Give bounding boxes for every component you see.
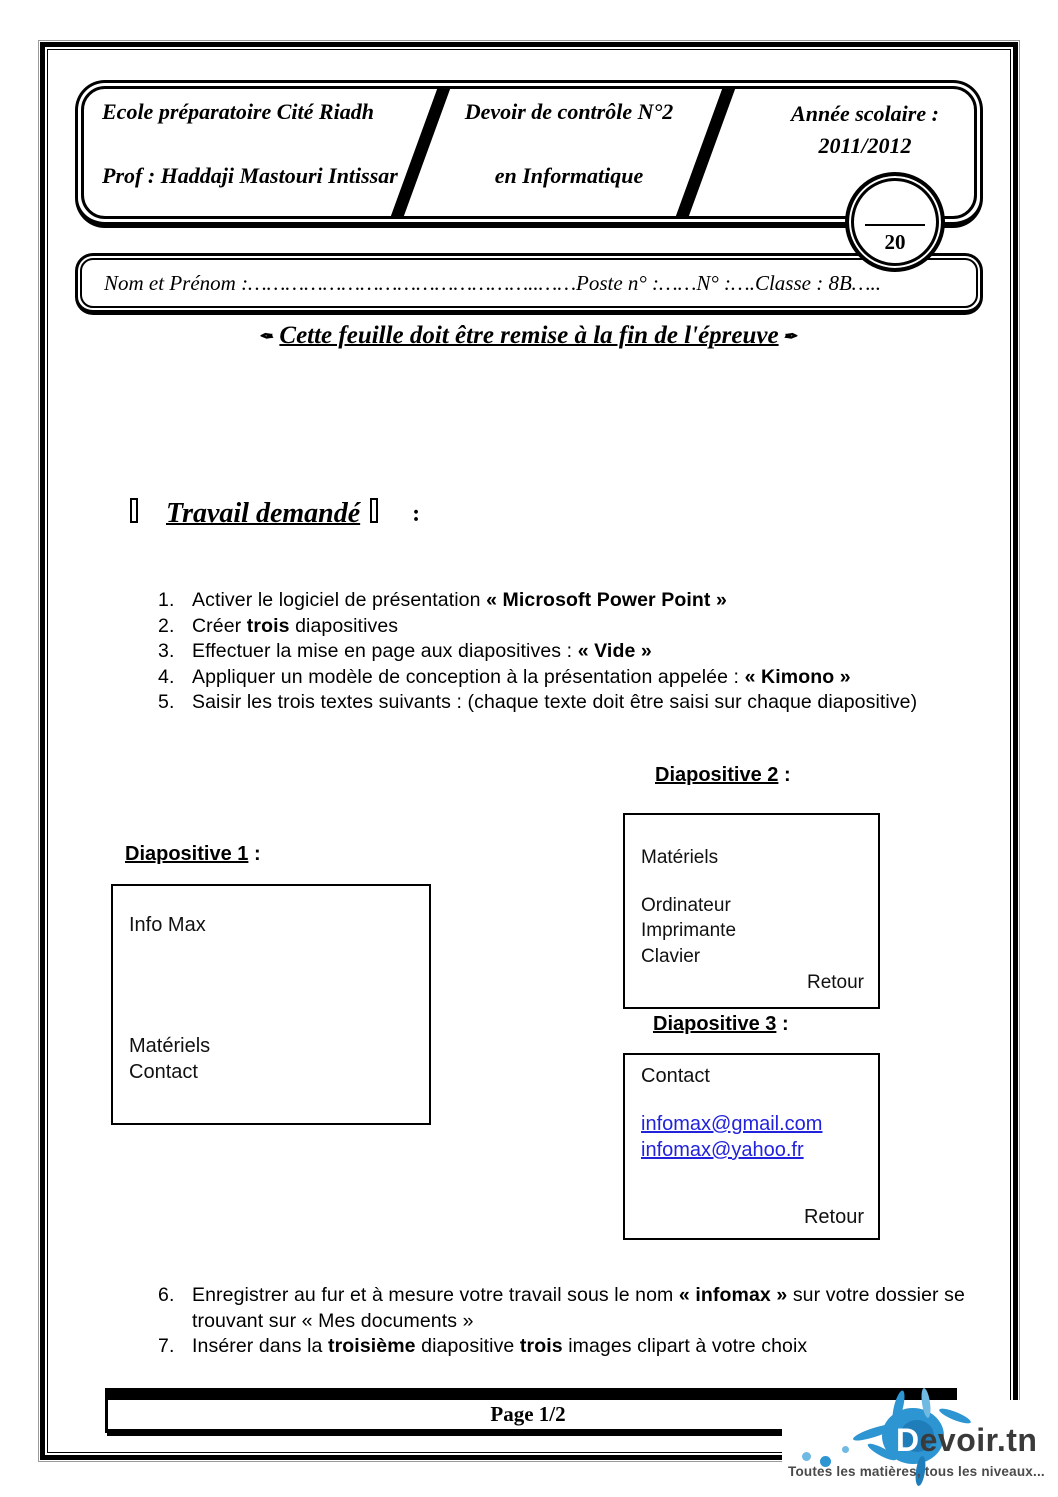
return-notice: [0, 322, 1058, 350]
slide3-title: Contact: [641, 1065, 710, 1087]
slide-text-line: Clavier: [641, 945, 701, 967]
task-number: 6.: [158, 1284, 175, 1306]
work-heading-colon: :: [412, 500, 421, 527]
slide2-title: Matériels: [641, 847, 719, 868]
slide2-items: [641, 893, 864, 970]
devoir-tn-logo: [782, 1400, 1058, 1497]
email-link[interactable]: infomax@gmail.com: [641, 1113, 823, 1135]
task-text: Créer trois diapositives: [192, 614, 399, 637]
task-list-6-7: [158, 1283, 970, 1360]
task-number: 4.: [158, 665, 175, 688]
task-number: 2.: [158, 614, 175, 637]
task-item: [158, 588, 958, 614]
task-text: Appliquer un modèle de conception à la présentation appelée : « Kimono »: [192, 665, 851, 688]
email-link[interactable]: infomax@yahoo.fr: [641, 1139, 804, 1161]
slide-text-line: Imprimante: [641, 920, 737, 941]
exam-subject: en Informatique: [494, 163, 644, 188]
grade-fraction-line: [865, 224, 925, 226]
slide3-heading: [653, 1013, 789, 1036]
identity-line[interactable]: Nom et Prénom :………………………………………..……Poste n° :……N° :….Classe : 8B…..: [80, 258, 978, 308]
header-banner-inner: [81, 86, 977, 219]
school-name: Ecole préparatoire Cité Riadh: [102, 99, 374, 124]
slide3-box: [623, 1053, 880, 1240]
slide1-heading: [125, 843, 261, 866]
header-exam-block: [454, 99, 684, 189]
identity-box: [75, 253, 983, 315]
slide2-heading-colon: :: [783, 764, 791, 786]
task-text: Saisir les trois textes suivants : (chaque texte doit être saisi sur chaque diapositive): [192, 691, 918, 713]
task-number: 3.: [158, 640, 175, 662]
task-item: [158, 639, 958, 665]
slide3-heading-text: Diapositive 3: [653, 1013, 777, 1035]
task-number: 7.: [158, 1335, 175, 1357]
task-item: [158, 665, 958, 691]
task-number: 1.: [158, 589, 175, 611]
slide-text-line: Matériels: [129, 1035, 211, 1057]
page-number-label: Page 1/2: [490, 1402, 566, 1426]
school-year-value: 2011/2012: [818, 133, 912, 158]
slide2-box: [623, 813, 880, 1009]
work-heading-title: Travail demandé: [166, 498, 361, 529]
exam-title: Devoir de contrôle N°2: [464, 99, 674, 124]
slide-text-line: Ordinateur: [641, 894, 731, 916]
grade-circle: [845, 172, 945, 272]
slide3-heading-colon: :: [781, 1013, 789, 1035]
brand-letter-d: D: [896, 1422, 920, 1458]
task-number: 5.: [158, 691, 175, 713]
slide1-heading-text: Diapositive 1: [125, 843, 249, 865]
slide3-links: [641, 1111, 864, 1163]
task-text: Insérer dans la troisième diapositive trois images clipart à votre choix: [192, 1335, 808, 1357]
grade-denominator: 20: [884, 230, 906, 254]
task-item: [158, 614, 958, 640]
school-year-label: Année scolaire :: [791, 101, 939, 126]
task-text: Activer le logiciel de présentation « Microsoft Power Point »: [192, 589, 727, 611]
teacher-name: Prof : Haddaji Mastouri Intissar: [102, 163, 398, 188]
task-item: [158, 1283, 970, 1334]
header-year-block: [754, 101, 976, 159]
computer-icon: [370, 502, 396, 526]
brand-tagline: Toutes les matières, tous les niveaux...: [788, 1464, 1045, 1479]
slide1-items: [129, 1033, 415, 1085]
brand-rest: evoir.tn: [919, 1422, 1038, 1458]
header-school-block: [102, 99, 412, 189]
slide1-box: [111, 884, 431, 1125]
task-item: [158, 690, 958, 716]
task-text: Effectuer la mise en page aux diapositives : « Vide »: [192, 640, 652, 662]
slide-text-line: Contact: [129, 1061, 198, 1083]
slide1-heading-colon: :: [253, 843, 261, 865]
task-item: [158, 1334, 970, 1360]
work-heading: [130, 498, 420, 530]
slide1-title: Info Max: [129, 914, 206, 936]
slide2-heading-text: Diapositive 2: [655, 764, 779, 786]
pen-nib-icon: ✒: [782, 327, 797, 347]
slide2-retour-label: Retour: [806, 972, 864, 993]
task-list-1-5: [158, 588, 958, 716]
computer-icon: [130, 502, 156, 526]
return-notice-text: Cette feuille doit être remise à la fin de l'épreuve: [279, 322, 779, 349]
slide3-retour-label: Retour: [803, 1206, 864, 1228]
task-text: Enregistrer au fur et à mesure votre travail sous le nom « infomax » sur votre dossier se trouvant sur « Mes documents »: [192, 1284, 965, 1332]
pen-nib-icon: ✒: [261, 327, 276, 347]
brand-wordmark: [896, 1422, 1037, 1459]
slide2-heading: [655, 764, 791, 787]
